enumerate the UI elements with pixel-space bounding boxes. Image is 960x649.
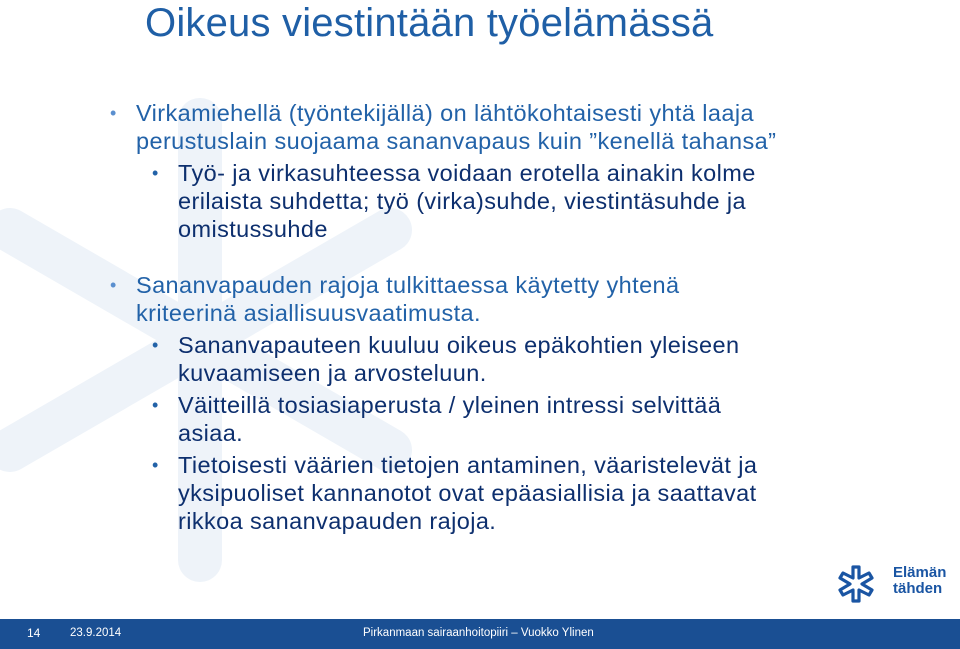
- footer-date: 23.9.2014: [70, 627, 122, 639]
- footer-text: Pirkanmaan sairaanhoitopiiri – Vuokko Ylinen: [363, 627, 594, 639]
- logo-line-1: Elämän: [893, 564, 947, 581]
- sub-bullet-item: [150, 159, 888, 243]
- logo-line-2: tähden: [893, 580, 943, 597]
- bullet-line: Työ- ja virkasuhteessa voidaan erotella ainakin kolme: [178, 160, 756, 186]
- bullet-marker: •: [110, 275, 117, 295]
- bullet-marker: •: [152, 395, 159, 415]
- bullet-line: Virkamiehellä (työntekijällä) on lähtökohtaisesti yhtä laaja: [136, 100, 754, 126]
- bullet-marker: •: [110, 103, 117, 123]
- bullet-line: kuvaamiseen ja arvosteluun.: [178, 360, 487, 386]
- bullet-line: perustuslain suojaama sananvapaus kuin ”kenellä tahansa”: [136, 128, 777, 154]
- bullet-line: kriteerinä asiallisuusvaatimusta.: [136, 300, 481, 326]
- sub-bullet-item: [150, 331, 888, 387]
- logo-wordmark: [893, 565, 946, 597]
- sub-bullet-item: [150, 451, 888, 535]
- bullet-line: asiaa.: [178, 420, 244, 446]
- bullet-marker: •: [152, 335, 159, 355]
- bullet-line: omistussuhde: [178, 216, 328, 242]
- bullet-line: Sananvapauteen kuuluu oikeus epäkohtien yleiseen: [178, 332, 740, 358]
- slide-title: Oikeus viestintään työelämässä: [145, 1, 714, 45]
- page-number: 14: [27, 626, 41, 640]
- bullet-line: erilaista suhdetta; työ (virka)suhde, viestintäsuhde ja: [178, 188, 747, 214]
- bullet-line: yksipuoliset kannanotot ovat epäasiallisia ja saattavat: [178, 480, 757, 506]
- bullet-list: [108, 99, 888, 535]
- bullet-item: [108, 99, 888, 155]
- bullet-marker: •: [152, 163, 159, 183]
- bullet-line: Tietoisesti väärien tietojen antaminen, väaristelevät ja: [178, 452, 758, 478]
- footer-bar: [0, 619, 960, 649]
- bullet-marker: •: [152, 455, 159, 475]
- bullet-line: Sananvapauden rajoja tulkittaessa käytetty yhtenä: [136, 272, 680, 298]
- bullet-line: Väitteillä tosiasiaperusta / yleinen intressi selvittää: [178, 392, 722, 418]
- bullet-line: rikkoa sananvapauden rajoja.: [178, 508, 497, 534]
- sub-bullet-item: [150, 391, 888, 447]
- bullet-item: [108, 271, 888, 327]
